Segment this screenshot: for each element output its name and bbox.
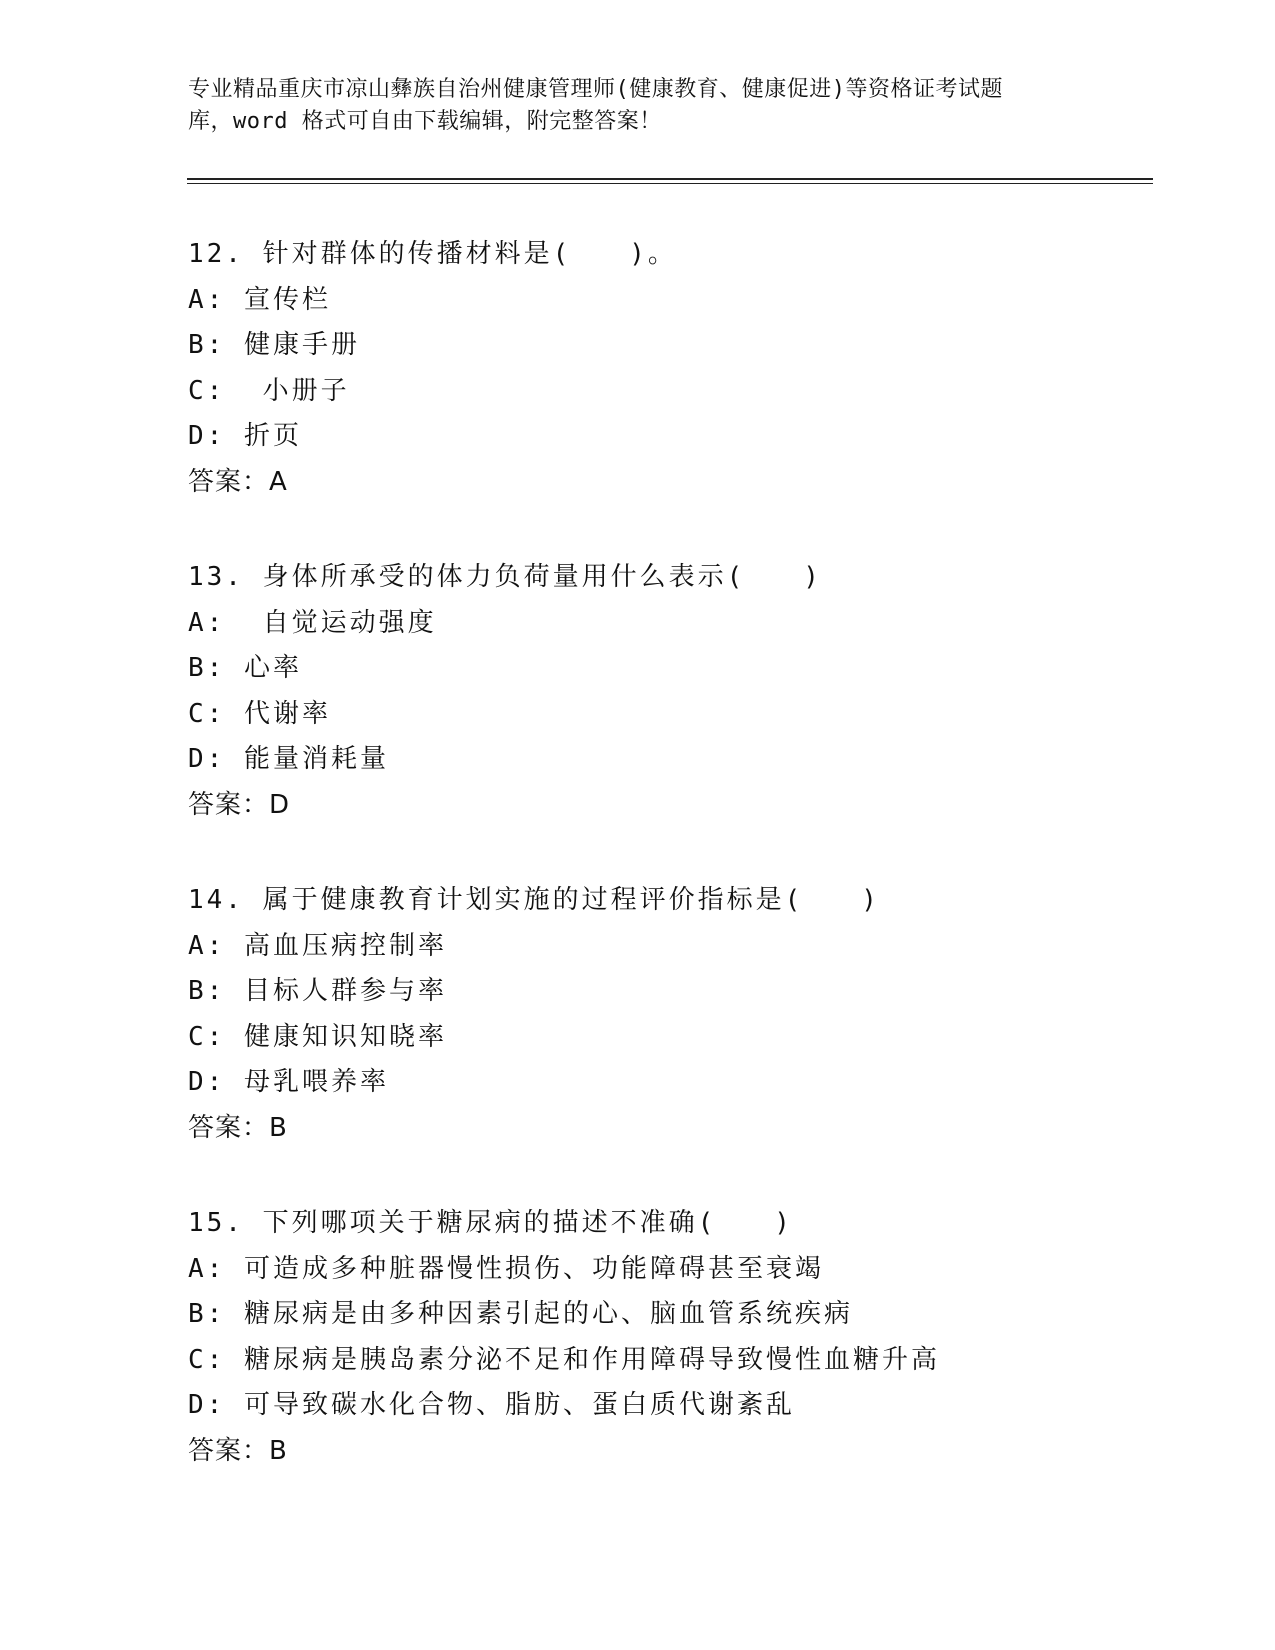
header-line-1: 专业精品重庆市凉山彝族自治州健康管理师(健康教育、健康促进)等资格证考试题 — [188, 77, 1003, 102]
header-line-2: 库，word 格式可自由下载编辑，附完整答案！ — [188, 109, 662, 134]
question-stem: 12. 针对群体的传播材料是( )。 — [188, 239, 677, 269]
option-a: A: 高血压病控制率 — [188, 930, 447, 961]
question-15 — [188, 1201, 1168, 1474]
answer-line: 答案：D — [188, 789, 291, 820]
option-c: C: 健康知识知晓率 — [188, 1021, 447, 1052]
option-d: D: 能量消耗量 — [188, 744, 389, 774]
question-stem: 14. 属于健康教育计划实施的过程评价指标是( ) — [188, 885, 880, 915]
question-13 — [188, 555, 1168, 828]
option-b: B: 健康手册 — [188, 330, 360, 360]
option-c: C: 代谢率 — [188, 698, 331, 729]
option-c: C: 小册子 — [188, 375, 350, 406]
option-c: C: 糖尿病是胰岛素分泌不足和作用障碍导致慢性血糖升高 — [188, 1344, 940, 1375]
question-14 — [188, 878, 1168, 1151]
option-d: D: 折页 — [188, 421, 302, 451]
header-divider-thick — [187, 178, 1153, 180]
document-header — [188, 74, 1088, 138]
question-list — [188, 232, 1168, 1524]
answer-line: 答案：B — [188, 1112, 288, 1143]
option-a: A: 宣传栏 — [188, 284, 331, 315]
answer-line: 答案：B — [188, 1435, 288, 1466]
option-a: A: 自觉运动强度 — [188, 607, 437, 638]
answer-line: 答案：A — [188, 466, 288, 497]
question-12 — [188, 232, 1168, 505]
option-a: A: 可造成多种脏器慢性损伤、功能障碍甚至衰竭 — [188, 1253, 824, 1284]
option-b: B: 目标人群参与率 — [188, 976, 447, 1006]
option-b: B: 糖尿病是由多种因素引起的心、脑血管系统疾病 — [188, 1299, 853, 1329]
question-stem: 15. 下列哪项关于糖尿病的描述不准确( ) — [188, 1208, 793, 1238]
header-divider-thin — [187, 183, 1153, 184]
option-d: D: 可导致碳水化合物、脂肪、蛋白质代谢紊乱 — [188, 1390, 795, 1420]
option-b: B: 心率 — [188, 653, 302, 683]
option-d: D: 母乳喂养率 — [188, 1067, 389, 1097]
question-stem: 13. 身体所承受的体力负荷量用什么表示( ) — [188, 562, 822, 592]
